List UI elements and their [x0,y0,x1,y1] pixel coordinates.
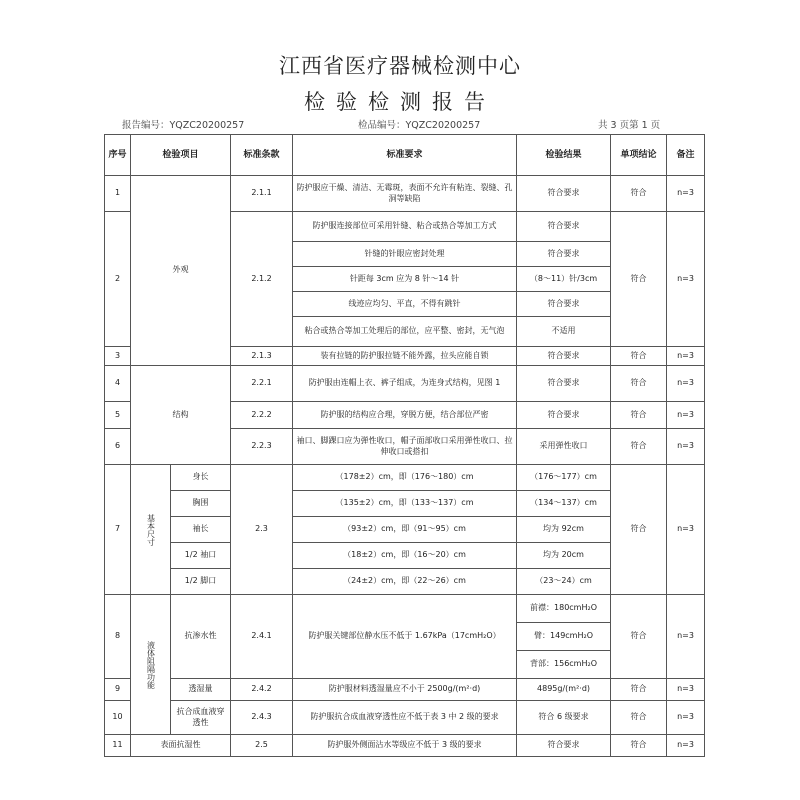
cell-seq: 11 [105,735,131,757]
cell-requirement: （93±2）cm，即（91～95）cm [293,517,517,543]
col-requirement: 标准要求 [293,135,517,176]
cell-result: 前襟：180cmH₂O [517,595,611,623]
table-row [105,679,705,701]
cell-conclusion: 符合 [611,429,667,465]
cell-subitem: 抗渗水性 [171,595,231,679]
cell-requirement: 防护服的结构应合理，穿脱方便，结合部位严密 [293,402,517,429]
cell-clause: 2.4.3 [231,701,293,735]
cell-requirement: 防护服由连帽上衣、裤子组成，为连身式结构，见图 1 [293,366,517,402]
cell-requirement: 防护服应干燥、清洁、无霉斑，表面不允许有粘连、裂缝、孔洞等缺陷 [293,176,517,212]
cell-result: 均为 20cm [517,543,611,569]
cell-subitem: 身长 [171,465,231,491]
cell-seq: 4 [105,366,131,402]
table-row [105,595,705,623]
cell-conclusion: 符合 [611,176,667,212]
cell-clause: 2.2.3 [231,429,293,465]
page-info: 共 3 页第 1 页 [598,120,661,131]
sample-number: 检品编号：YQZC20200257 [358,120,481,131]
col-result: 检验结果 [517,135,611,176]
cell-result: 符合要求 [517,176,611,212]
table-row [105,701,705,735]
cell-seq: 6 [105,429,131,465]
cell-result: （134～137）cm [517,491,611,517]
cell-requirement: 防护服抗合成血液穿透性应不低于表 3 中 2 级的要求 [293,701,517,735]
table-row [105,366,705,402]
report-title: 检验检测报告 [304,90,496,114]
cell-requirement: 防护服外侧面沾水等级应不低于 3 级的要求 [293,735,517,757]
cell-clause: 2.1.2 [231,212,293,347]
inspection-table [104,134,705,757]
group-barrier: 液体阻隔功能 [131,595,171,735]
cell-requirement: 装有拉链的防护服拉链不能外露，拉头应能自锁 [293,347,517,366]
cell-requirement: （178±2）cm，即（176～180）cm [293,465,517,491]
col-conclusion: 单项结论 [611,135,667,176]
cell-requirement: （18±2）cm，即（16～20）cm [293,543,517,569]
cell-remark: n=3 [667,679,705,701]
cell-remark: n=3 [667,429,705,465]
cell-result: 不适用 [517,317,611,347]
cell-seq: 3 [105,347,131,366]
cell-result: （23～24）cm [517,569,611,595]
report-number: 报告编号：YQZC20200257 [122,120,245,131]
table-row [105,735,705,757]
table-row [105,465,705,491]
cell-seq: 7 [105,465,131,595]
cell-result: 符合要求 [517,366,611,402]
table-header-row [105,135,705,176]
cell-requirement: 防护服关键部位静水压不低于 1.67kPa（17cmH₂O） [293,595,517,679]
cell-conclusion: 符合 [611,402,667,429]
group-appearance: 外观 [131,176,231,366]
cell-clause: 2.1.3 [231,347,293,366]
cell-result: 采用弹性收口 [517,429,611,465]
cell-result: 符合 6 级要求 [517,701,611,735]
cell-remark: n=3 [667,701,705,735]
cell-subitem: 袖长 [171,517,231,543]
cell-seq: 1 [105,176,131,212]
cell-seq: 5 [105,402,131,429]
cell-remark: n=3 [667,735,705,757]
cell-result: 4895g/(m²·d) [517,679,611,701]
cell-subitem: 表面抗湿性 [131,735,231,757]
cell-requirement: 防护服连接部位可采用针缝、粘合或热合等加工方式 [293,212,517,242]
group-dimension: 基本尺寸 [131,465,171,595]
cell-conclusion: 符合 [611,366,667,402]
cell-requirement: 防护服材料透湿量应不小于 2500g/(m²·d) [293,679,517,701]
cell-result: 符合要求 [517,402,611,429]
cell-remark: n=3 [667,465,705,595]
cell-result: 符合要求 [517,242,611,267]
cell-seq: 2 [105,212,131,347]
cell-result: （8～11）针/3cm [517,267,611,292]
cell-requirement: （135±2）cm，即（133～137）cm [293,491,517,517]
cell-requirement: （24±2）cm，即（22～26）cm [293,569,517,595]
cell-clause: 2.1.1 [231,176,293,212]
cell-remark: n=3 [667,595,705,679]
cell-result: （176～177）cm [517,465,611,491]
cell-conclusion: 符合 [611,701,667,735]
cell-result: 符合要求 [517,735,611,757]
cell-clause: 2.4.2 [231,679,293,701]
cell-requirement: 针距每 3cm 应为 8 针～14 针 [293,267,517,292]
cell-result: 背部：156cmH₂O [517,651,611,679]
cell-clause: 2.4.1 [231,595,293,679]
cell-clause: 2.3 [231,465,293,595]
cell-conclusion: 符合 [611,212,667,347]
group-structure: 结构 [131,366,231,465]
cell-result: 均为 92cm [517,517,611,543]
col-remark: 备注 [667,135,705,176]
cell-requirement: 针缝的针眼应密封处理 [293,242,517,267]
cell-result: 符合要求 [517,292,611,317]
col-item: 检验项目 [131,135,231,176]
cell-seq: 8 [105,595,131,679]
cell-result: 符合要求 [517,347,611,366]
cell-conclusion: 符合 [611,735,667,757]
cell-conclusion: 符合 [611,347,667,366]
cell-seq: 10 [105,701,131,735]
table-row [105,176,705,212]
col-seq: 序号 [105,135,131,176]
cell-subitem: 抗合成血液穿透性 [171,701,231,735]
cell-clause: 2.2.2 [231,402,293,429]
cell-seq: 9 [105,679,131,701]
col-clause: 标准条款 [231,135,293,176]
cell-remark: n=3 [667,212,705,347]
report-org-title: 江西省医疗器械检测中心 [279,54,521,78]
cell-remark: n=3 [667,347,705,366]
cell-subitem: 1/2 袖口 [171,543,231,569]
cell-requirement: 袖口、脚踝口应为弹性收口，帽子面部收口采用弹性收口、拉伸收口或搭扣 [293,429,517,465]
cell-conclusion: 符合 [611,465,667,595]
cell-remark: n=3 [667,176,705,212]
cell-remark: n=3 [667,366,705,402]
cell-result: 臂：149cmH₂O [517,623,611,651]
cell-conclusion: 符合 [611,595,667,679]
cell-subitem: 胸围 [171,491,231,517]
cell-clause: 2.5 [231,735,293,757]
cell-clause: 2.2.1 [231,366,293,402]
cell-conclusion: 符合 [611,679,667,701]
cell-remark: n=3 [667,402,705,429]
cell-subitem: 1/2 脚口 [171,569,231,595]
cell-requirement: 粘合或热合等加工处理后的部位，应平整、密封，无气泡 [293,317,517,347]
cell-requirement: 线迹应均匀、平直，不得有跳针 [293,292,517,317]
cell-result: 符合要求 [517,212,611,242]
cell-subitem: 透湿量 [171,679,231,701]
